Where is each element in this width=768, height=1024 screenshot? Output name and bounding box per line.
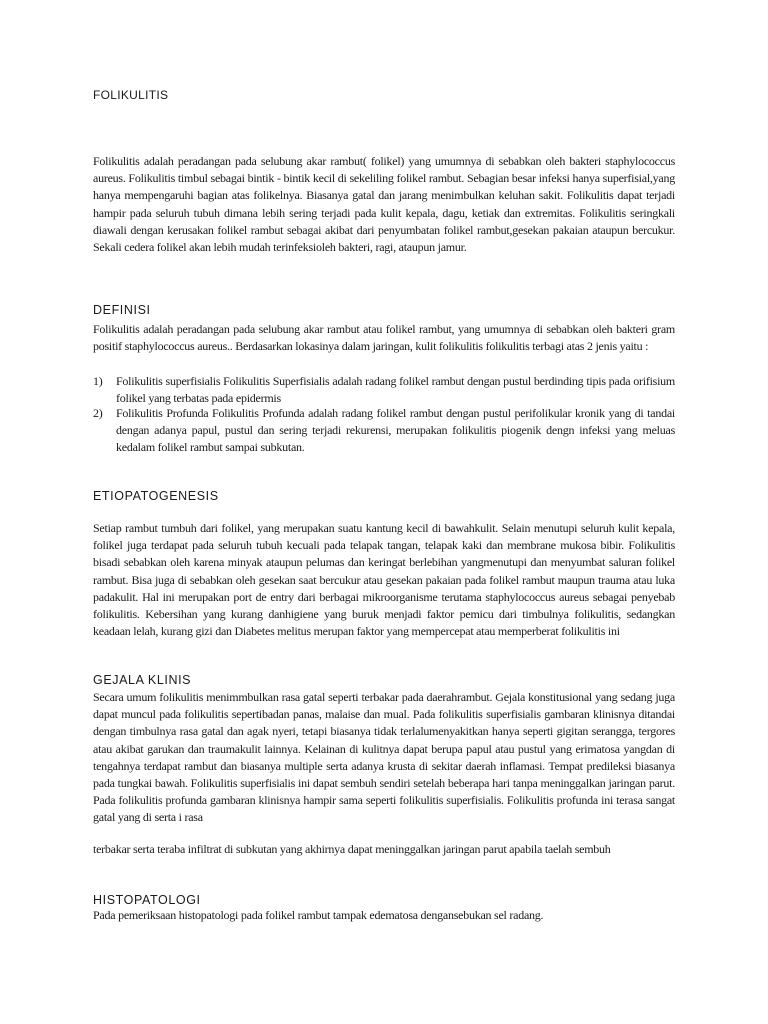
list-number: 2) xyxy=(93,406,103,420)
histopatologi-paragraph: Pada pemeriksaan histopatologi pada folikel rambut tampak edematosa dengansebukan sel radang. xyxy=(93,908,544,922)
definisi-paragraph: Folikulitis adalah peradangan pada selubung akar rambut atau folikel rambut, yang umumnya di sebabkan oleh bakteri gram positif staphylococcus aureus.. Berdasarkan lokasinya dalam jaringan, kulit folikulitis folikulitis terbagi atas 2 jenis yaitu : xyxy=(93,322,675,354)
heading-histopatologi: HISTOPATOLOGI xyxy=(93,893,201,907)
heading-definisi: DEFINISI xyxy=(93,303,151,317)
list-item xyxy=(93,373,675,407)
etiopatogenesis-paragraph: Setiap rambut tumbuh dari folikel, yang merupakan suatu kantung kecil di bawahkulit. Selain menutupi seluruh kulit kepala, folikel juga terdapat pada seluruh tubuh kecuali pada telapak tangan, telapak kaki dan membrane mukosa bibir. Folikulitis bisadi sebabkan oleh karena minyak ataupun pelumas dan keringat berlebihan yangmenutupi dan menyumbat saluran folikel rambut. Bisa juga di sebabkan oleh gesekan saat bercukur atau gesekan pakaian pada folikel rambut maupun trauma atau luka padakulit. Hal ini merupakan port de entry dari berbagai mikroorganisme terutama staphylococcus aureus sebagai penyebab folikulitis. Kebersihan yang kurang danhigiene yang buruk menjadi faktor pemicu dari timbulnya folikulitis, sedangkan keadaan lelah, kurang gizi dan Diabetes melitus merupan faktor yang mempercepat atau memperberat folikulitis ini xyxy=(93,521,675,639)
list-item xyxy=(93,405,675,457)
intro-paragraph: Folikulitis adalah peradangan pada selubung akar rambut( folikel) yang umumnya di sebabkan oleh bakteri staphylococcus aureus. Folikulitis timbul sebagai bintik - bintik kecil di sekeliling folikel rambut. Sebagian besar infeksi hanya superfisial,yang hanya mempengaruhi bagian atas folikelnya. Biasanya gatal dan jarang menimbulkan keluhan sakit. Folikulitis dapat terjadi hampir pada seluruh tubuh dimana lebih sering terjadi pada kulit kepala, dagu, ketiak dan extremitas. Folikulitis seringkali diawali dengan kerusakan folikel rambut sebagai akibat dari penyumbatan folikel rambut,gesekan pakaian ataupun bercukur. Sekali cedera folikel akan lebih mudah terinfeksioleh bakteri, ragi, ataupun jamur. xyxy=(93,154,675,255)
gejala-klinis-paragraph: Secara umum folikulitis menimmbulkan rasa gatal seperti terbakar pada daerahrambut. Gejala konstitusional yang sedang juga dapat muncul pada folikulitis sepertibadan panas, malaise dan mual. Pada folikulitis superfisialis gambaran klinisnya ditandai dengan timbulnya rasa gatal dan agak nyeri, tetapi biasanya tidak terlalumenyakitkan hanya seperti gigitan serangga, tergores atau akibat garukan dan traumakulit lainnya. Kelainan di kulitnya dapat berupa papul atau pustul yang erimatosa yangdan di tengahnya terdapat rambut dan biasanya multiple serta adanya krusta di sekitar daerah inflamasi. Tempat predileksi biasanya pada tungkai bawah. Folikulitis superfisialis ini dapat sembuh sendiri setelah beberapa hari tanpa meninggalkan jaringan parut. Pada folikulitis profunda gambaran klinisnya hampir sama seperti folikulitis superfisialis. Folikulitis profunda ini terasa sangat gatal yang di serta i rasa xyxy=(93,690,675,825)
heading-gejala-klinis: GEJALA KLINIS xyxy=(93,673,192,687)
list-item-text: Folikulitis superfisialis Folikulitis Superfisialis adalah radang folikel rambut dengan pustul berdinding tipis pada orifisium folikel yang terbatas pada epidermis xyxy=(116,374,675,406)
definisi-list-1 xyxy=(93,373,675,407)
heading-etiopatogenesis: ETIOPATOGENESIS xyxy=(93,489,219,503)
definisi-list-2 xyxy=(93,405,675,457)
list-item-text: Folikulitis Profunda Folikulitis Profunda adalah radang folikel rambut dengan pustul perifolikular kronik yang di tandai dengan adanya papul, pustul dan sering terjadi rekurensi, merupakan folikulitis piogenik dengn infeksi yang meluas kedalam folikel rambut sampai subkutan. xyxy=(116,406,675,455)
list-number: 1) xyxy=(93,374,103,388)
gejala-klinis-continuation: terbakar serta teraba infiltrat di subkutan yang akhirnya dapat meninggalkan jaringan parut apabila taelah sembuh xyxy=(93,842,611,856)
document-title: FOLIKULITIS xyxy=(93,88,169,102)
